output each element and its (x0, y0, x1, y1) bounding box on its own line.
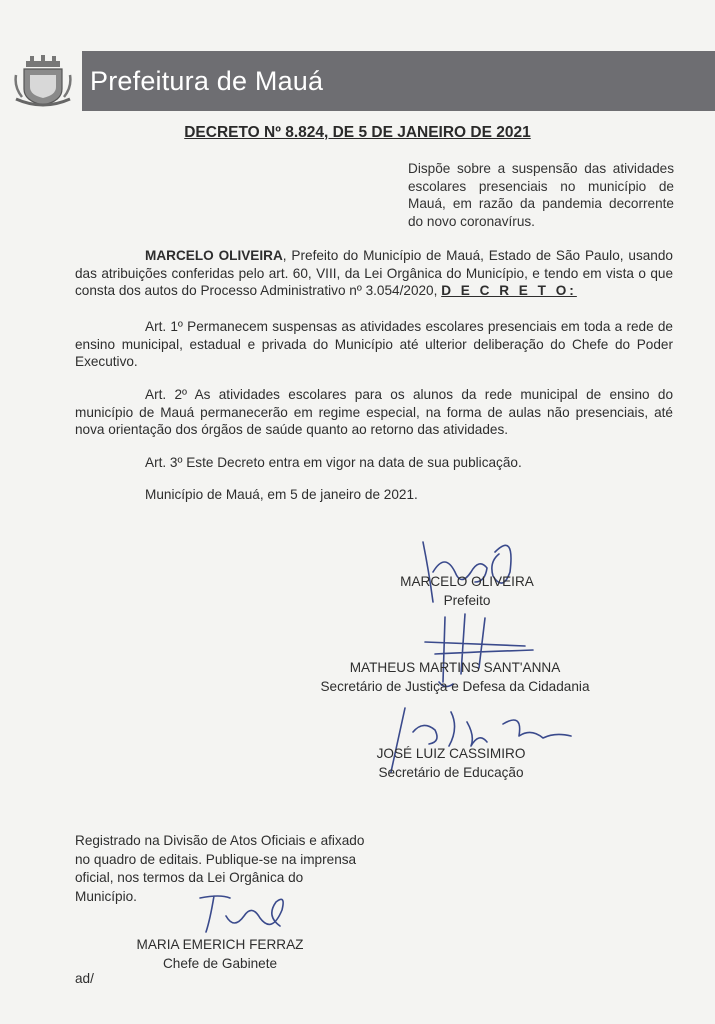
article-2 (75, 386, 673, 439)
article-3 (75, 454, 673, 472)
signatory-justice-secretary (310, 658, 600, 696)
article-label: Art. 2º (145, 387, 187, 402)
signatory-name: JOSÉ LUIZ CASSIMIRO (376, 746, 526, 761)
decreto-word: D E C R E T O: (441, 283, 577, 298)
article-text: Este Decreto entra em vigor na data de sua publicação. (182, 455, 522, 470)
place-date-text: Município de Mauá, em 5 de janeiro de 2021. (145, 487, 418, 502)
article-text: As atividades escolares para os alunos da rede municipal de ensino do município de Mauá permanecerão em regime especial, na forma de aulas não presenciais, até nova orientação dos órgãos de saúde quanto ao retorno das atividades. (75, 387, 673, 437)
article-label: Art. 1º (145, 319, 183, 334)
signatory-role: Prefeito (443, 593, 491, 608)
article-1 (75, 318, 673, 371)
signatory-chief-of-staff (110, 935, 330, 973)
signatory-role: Secretário de Educação (378, 765, 524, 780)
signatory-education-secretary (356, 744, 546, 782)
typist-initials: ad/ (75, 971, 94, 986)
article-label: Art. 3º (145, 455, 183, 470)
decree-summary: Dispõe sobre a suspensão das atividades escolares presenciais no município de Mauá, em razão da pandemia decorrente do novo coronavírus. (408, 161, 674, 229)
signatory-name: MATHEUS MARTINS SANT'ANNA (349, 660, 561, 675)
signatory-name: MARCELO OLIVEIRA (400, 574, 534, 589)
signatory-name: MARIA EMERICH FERRAZ (136, 937, 304, 952)
header-title: Prefeitura de Mauá (90, 66, 324, 96)
place-date (75, 486, 673, 504)
signatory-role: Chefe de Gabinete (162, 956, 278, 971)
registry-note: Registrado na Divisão de Atos Oficiais e afixado no quadro de editais. Publique-se na imprensa oficial, nos termos da Lei Orgânica do Município. (75, 833, 365, 904)
article-text: Permanecem suspensas as atividades escolares presenciais em toda a rede de ensino municipal, estadual e privada do Município até ulterior deliberação do Chefe do Poder Executivo. (75, 319, 673, 369)
preamble-paragraph (75, 247, 673, 300)
signatory-role: Secretário de Justiça e Defesa da Cidadania (320, 679, 590, 694)
preamble-text: , Prefeito do Município de Mauá, Estado de São Paulo, usando das atribuições conferidas pelo art. 60, VIII, da Lei Orgânica do Município, e tendo em vista o que consta dos autos do Processo Administrativo nº 3.054/2020, (75, 248, 673, 298)
decree-title: DECRETO Nº 8.824, DE 5 DE JANEIRO DE 2021 (184, 124, 531, 141)
municipal-crest-icon (14, 53, 72, 109)
signatory-mayor (352, 572, 582, 610)
mayor-name: MARCELO OLIVEIRA (145, 248, 283, 263)
